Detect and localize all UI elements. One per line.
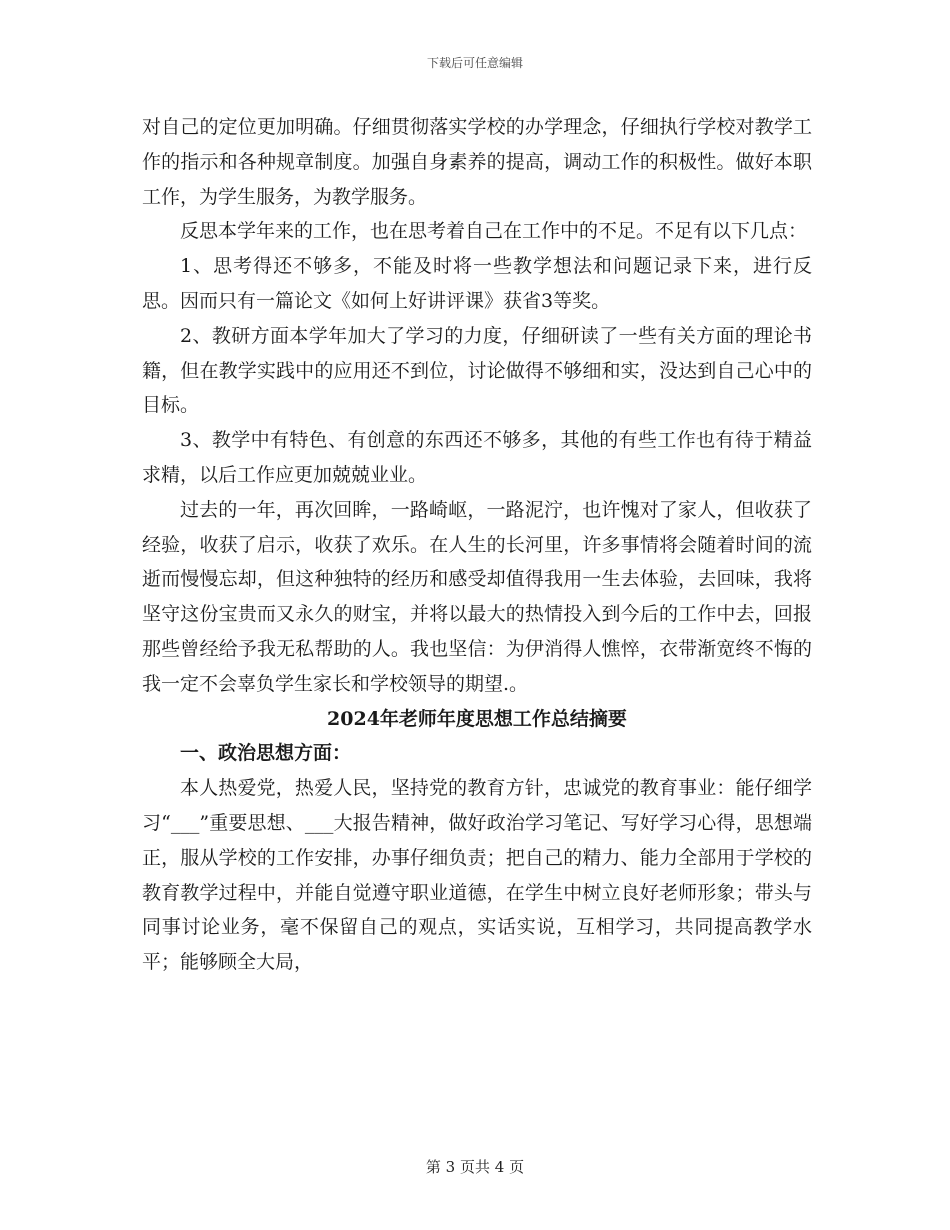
list-item: 3、教学中有特色、有创意的东西还不够多，其他的有些工作也有待于精益求精，以后工作应更加兢兢业业。: [142, 429, 812, 486]
paragraph: 过去的一年，再次回眸，一路崎岖，一路泥泞，也许愧对了家人，但收获了经验，收获了启示，收获了欢乐。在人生的长河里，许多事情将会随着时间的流逝而慢慢忘却，但这种独特的经历和感受却值得我用一生去体验，去回味，我将坚守这份宝贵而又永久的财宝，并将以最大的热情投入到今后的工作中去，回报那些曾经给予我无私帮助的人。我也坚信：为伊消得人憔悴，衣带渐宽终不悔的我一定不会辜负学生家长和学校领导的期望.。: [142, 498, 812, 695]
paragraph: 对自己的定位更加明确。仔细贯彻落实学校的办学理念，仔细执行学校对教学工作的指示和各种规章制度。加强自身素养的提高，调动工作的积极性。做好本职工作，为学生服务，为教学服务。: [142, 116, 812, 208]
section-subheading: 一、政治思想方面：: [180, 742, 352, 765]
paragraph: 本人热爱党，热爱人民，坚持党的教育方针，忠诚党的教育事业：能仔细学习“___”重要思想、___大报告精神，做好政治学习笔记、写好学习心得，思想端正，服从学校的工作安排，办事仔细负责；把自己的精力、能力全部用于学校的教育教学过程中，并能自觉遵守职业道德，在学生中树立良好老师形象；带头与同事讨论业务，毫不保留自己的观点，实话实说，互相学习，共同提高教学水平；能够顾全大局，: [142, 777, 812, 974]
list-item: 1、思考得还不够多，不能及时将一些教学想法和问题记录下来，进行反思。因而只有一篇论文《如何上好讲评课》获省3等奖。: [142, 255, 812, 312]
section-title: 2024年老师年度思想工作总结摘要: [327, 707, 627, 730]
paragraph: 反思本学年来的工作，也在思考着自己在工作中的不足。不足有以下几点：: [180, 220, 808, 243]
page-header: 下载后可任意编辑: [426, 56, 523, 70]
document-body: [142, 110, 812, 980]
list-item: 2、教研方面本学年加大了学习的力度，仔细研读了一些有关方面的理论书籍，但在教学实践中的应用还不到位，讨论做得不够细和实，没达到自己心中的目标。: [142, 324, 812, 417]
page-footer: 第 3 页共 4 页: [425, 1158, 525, 1176]
